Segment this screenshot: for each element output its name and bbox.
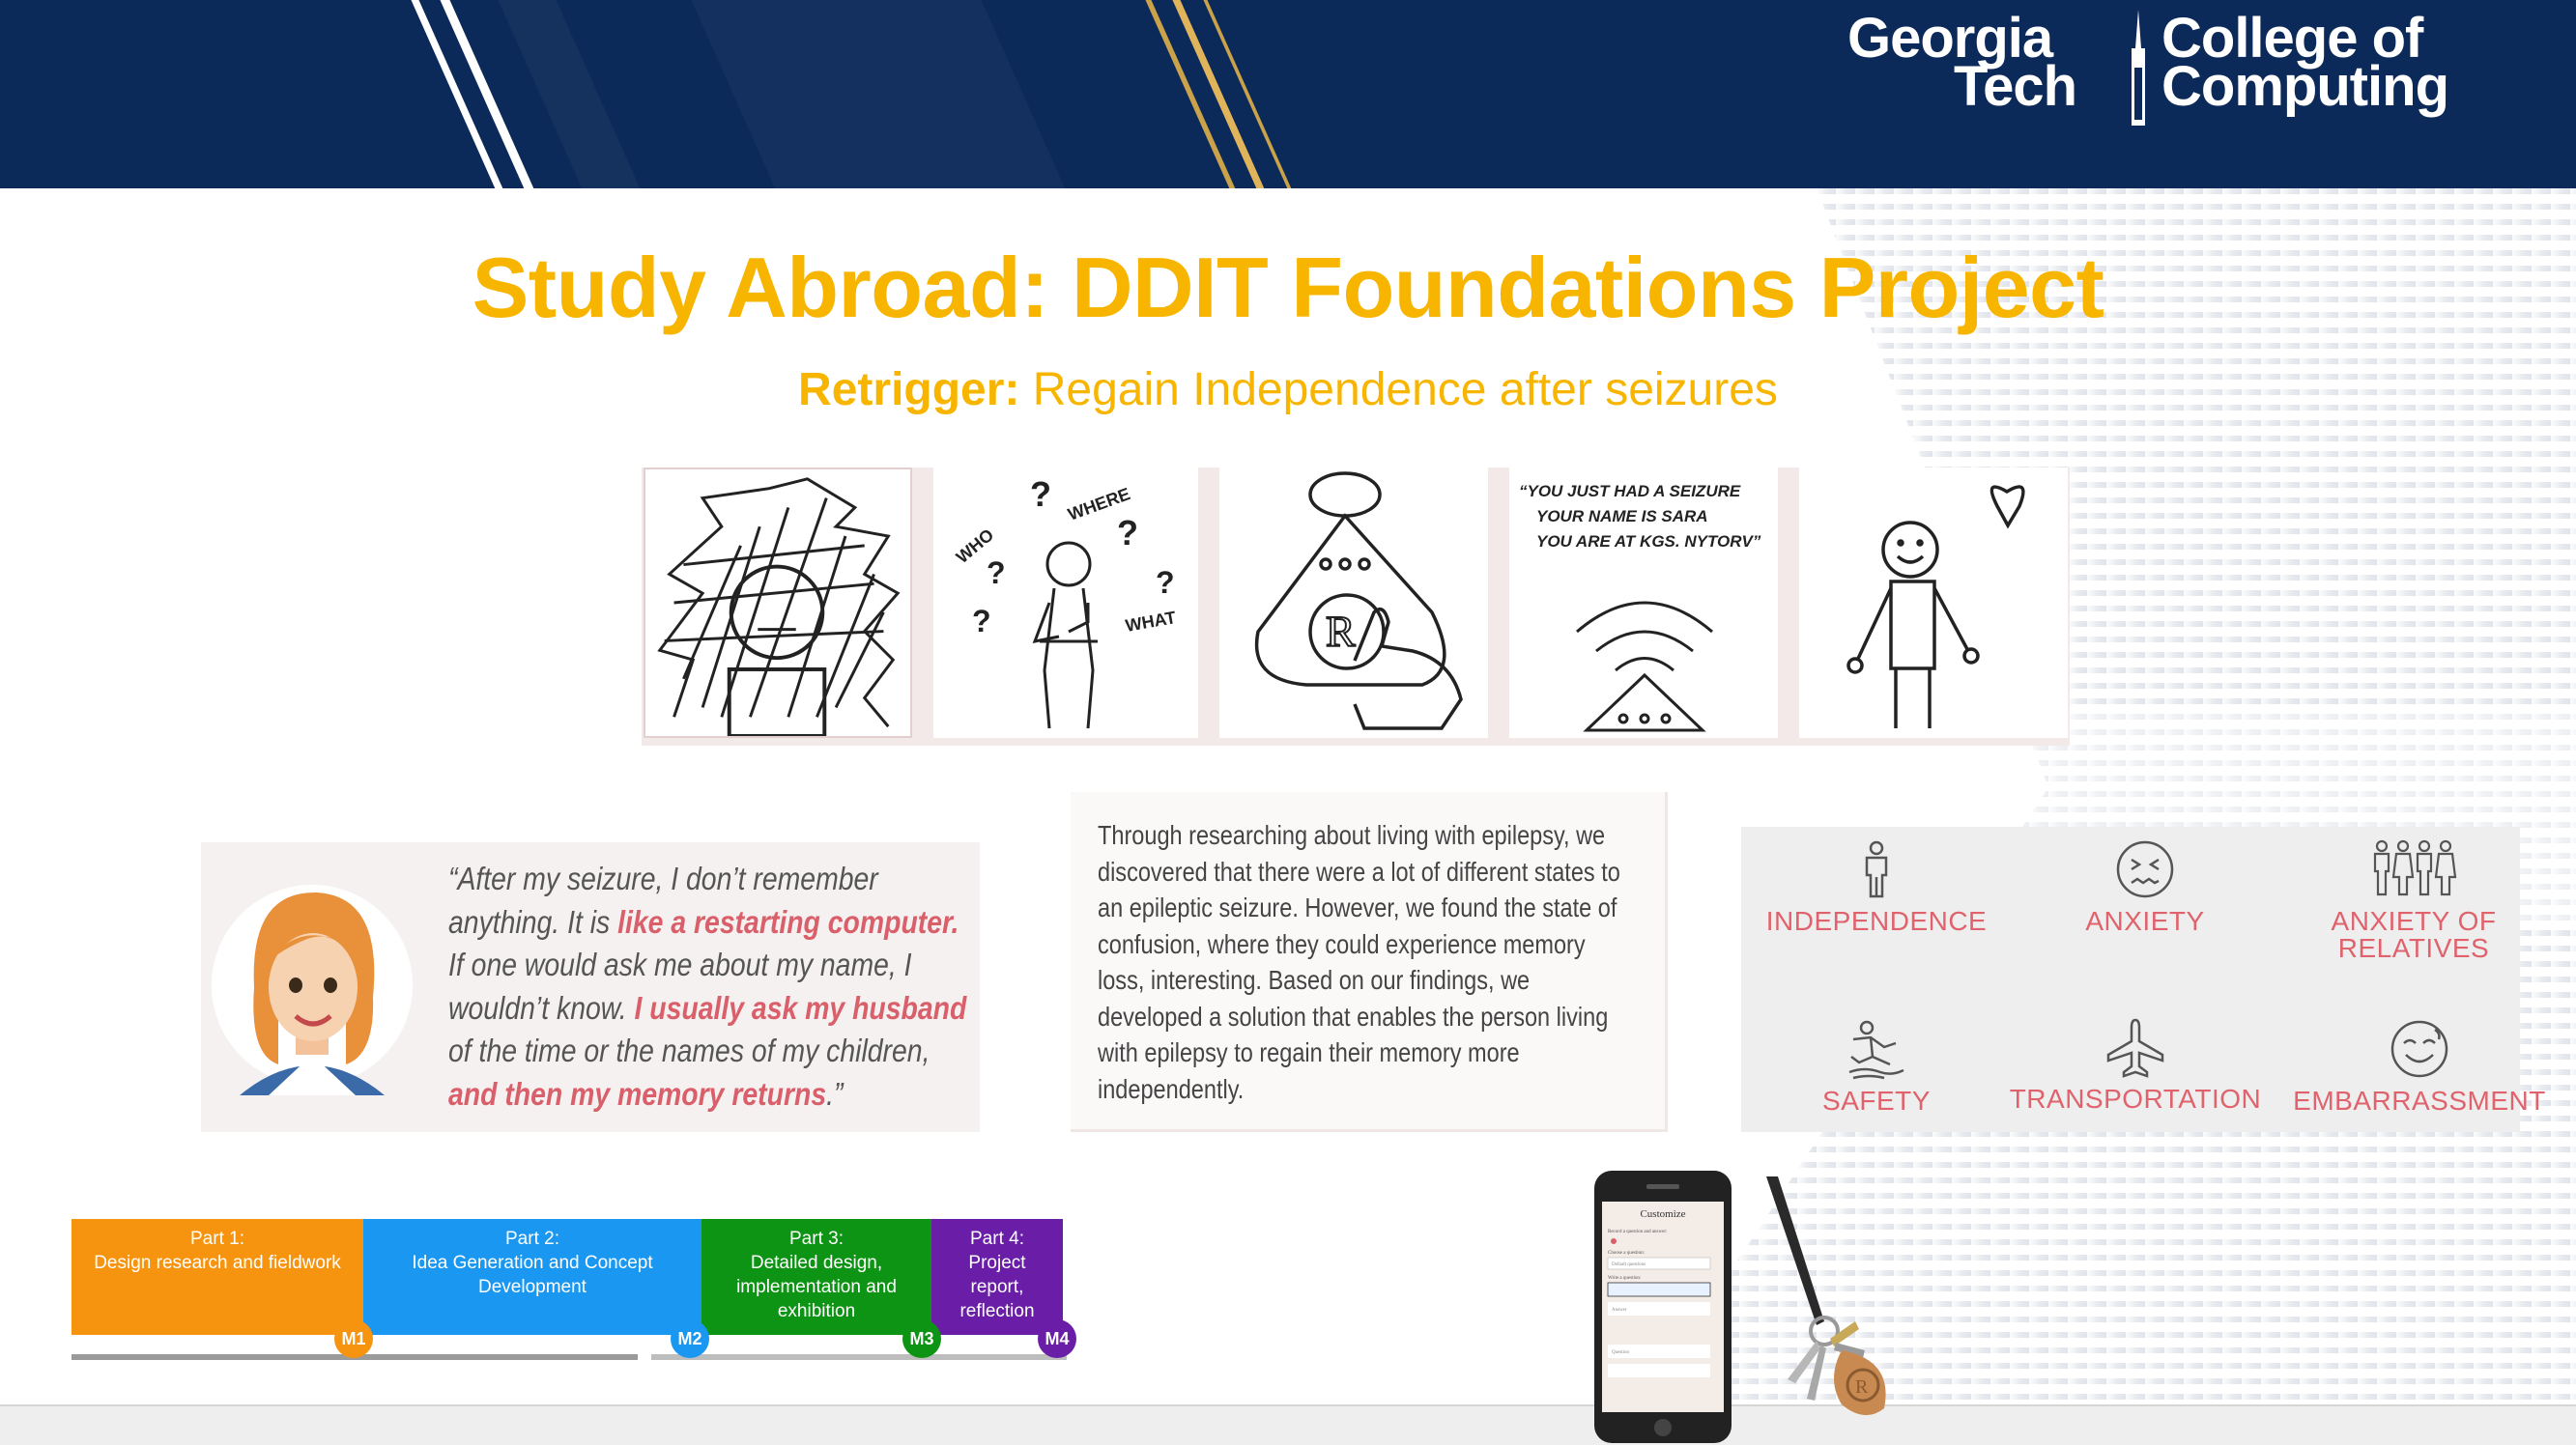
milestone-m1: M1 <box>334 1319 373 1358</box>
keyfob-mark: R <box>1855 1376 1869 1398</box>
quote-text: “After my seizure, I don’t remember anything. It is <box>448 861 878 940</box>
phone-screen-field[interactable]: Answer <box>1612 1308 1627 1313</box>
word-where: WHERE <box>1065 484 1133 524</box>
part-title: Part 4: <box>970 1229 1024 1249</box>
happy-person-sketch-icon <box>1799 468 2068 738</box>
user-needs-card <box>1741 827 2546 1132</box>
page-subtitle <box>0 363 2576 416</box>
confused-person-sketch-icon <box>933 468 1198 738</box>
svg-text:?: ? <box>972 604 991 638</box>
person-slipping-icon <box>1846 1018 1907 1080</box>
word-who: WHO <box>952 524 998 568</box>
need-label: ANXIETY OF RELATIVES <box>2331 906 2497 963</box>
part-title: Part 2: <box>505 1229 559 1249</box>
quote-text: .” <box>826 1075 844 1112</box>
svg-text:?: ? <box>987 555 1006 590</box>
phone-screen-line: Record a question and answer: <box>1608 1230 1668 1234</box>
timeline-part-2 <box>363 1219 701 1335</box>
need-embarrassment <box>2284 1018 2555 1115</box>
svg-text:?: ? <box>1030 474 1051 514</box>
avatar <box>211 871 414 1095</box>
user-quote <box>448 858 970 1116</box>
storyboard-panel-keyfob-speaks <box>1509 468 1778 738</box>
quote-highlight: and then my memory returns <box>448 1075 827 1112</box>
need-label: TRANSPORTATION <box>2009 1084 2262 1114</box>
logo-tech: Tech <box>1954 55 2077 118</box>
storyboard-panel-happy <box>1799 468 2068 738</box>
research-summary-text: Through researching about living with epilepsy, we discovered that there were a lot of different states to an epileptic seizure. However, we found the state of confusion, where they could experience memory loss, interesting. Based on our findings, we developed a solution that enables the person living with epilepsy to regain their memory more independently. <box>1098 820 1620 1104</box>
need-label: SAFETY <box>1822 1086 1931 1116</box>
phone-screen-line: Write a question: <box>1608 1276 1642 1281</box>
logo-georgia: Georgia <box>1847 7 2053 70</box>
storyboard <box>642 468 2070 746</box>
need-anxiety-of-relatives <box>2278 838 2549 962</box>
speech-line-2: YOUR NAME IS SARA <box>1536 507 1708 525</box>
user-quote-card <box>201 842 980 1132</box>
project-timeline <box>72 1219 1076 1374</box>
phone-screen-select[interactable]: Default questions <box>1612 1262 1646 1267</box>
part-body: Project report, reflection <box>959 1253 1035 1321</box>
header-banner <box>0 0 2576 188</box>
need-label: INDEPENDENCE <box>1765 906 1988 936</box>
svg-text:?: ? <box>1156 565 1175 600</box>
embarrassed-face-icon <box>2389 1018 2450 1080</box>
need-label: EMBARRASSMENT <box>2293 1086 2546 1116</box>
need-anxiety <box>2010 838 2280 935</box>
phone-screen-title: Customize <box>1640 1208 1686 1220</box>
person-standing-icon <box>1846 838 1907 900</box>
page-title: Study Abroad: DDIT Foundations Project <box>472 240 2104 335</box>
milestone-m4: M4 <box>1038 1319 1076 1358</box>
keyfob-with-keys <box>1749 1176 1894 1418</box>
part-body: Detailed design, implementation and exhibition <box>736 1253 897 1321</box>
timeline-part-3 <box>701 1219 931 1335</box>
quote-highlight: like a restarting computer. <box>617 903 959 940</box>
part-title: Part 1: <box>190 1229 244 1249</box>
quote-text: of the time or the names of my children, <box>448 1033 930 1068</box>
anxious-face-icon <box>2114 838 2176 900</box>
logo-computing: Computing <box>2161 55 2449 118</box>
quote-text: If one would ask me about my name, I wouldn’t know. <box>448 947 912 1026</box>
word-what: WHAT <box>1124 608 1178 636</box>
svg-text:?: ? <box>1117 513 1138 552</box>
phone-app-mockup <box>1592 1169 1733 1445</box>
timeline-track <box>651 1354 1067 1360</box>
part-body: Idea Generation and Concept Development <box>412 1253 653 1297</box>
hand-pressing-keyfob-icon <box>1219 468 1488 738</box>
storyboard-panel-seizure <box>644 468 912 738</box>
airplane-icon <box>2104 1016 2166 1078</box>
banner-stripe <box>683 0 1076 188</box>
timeline-part-1 <box>72 1219 363 1335</box>
storyboard-panel-confused <box>933 468 1198 738</box>
subtitle-tagline: Regain Independence after seizures <box>1019 364 1778 415</box>
speech-line-1: “YOU JUST HAD A SEIZURE <box>1519 482 1741 500</box>
timeline-part-4 <box>931 1219 1063 1335</box>
part-body: Design research and fieldwork <box>94 1253 341 1273</box>
keyfob-speaking-sketch-icon <box>1509 468 1778 738</box>
subtitle-project-name: Retrigger: <box>798 364 1020 415</box>
milestone-m2: M2 <box>671 1319 709 1358</box>
tech-tower-icon <box>2126 10 2151 126</box>
speech-line-3: YOU ARE AT KGS. NYTORV” <box>1536 532 1761 551</box>
need-label: ANXIETY <box>2085 906 2205 936</box>
need-safety <box>1741 1018 2012 1115</box>
research-summary-card <box>1071 792 1668 1132</box>
quote-highlight: I usually ask my husband <box>634 989 967 1026</box>
need-independence <box>1741 838 2012 935</box>
georgia-tech-logo <box>1847 7 2495 126</box>
svg-text:R: R <box>1326 607 1356 656</box>
milestone-m3: M3 <box>902 1319 941 1358</box>
bottom-bar <box>0 1404 2576 1445</box>
family-icon <box>2370 838 2457 900</box>
logo-college-of: College of <box>2161 7 2423 70</box>
storyboard-panel-press-button <box>1219 468 1488 738</box>
part-title: Part 3: <box>789 1229 844 1249</box>
seizure-sketch-icon <box>645 469 910 736</box>
phone-screen-line: Choose a question: <box>1608 1251 1646 1256</box>
need-transportation <box>2000 1016 2271 1113</box>
phone-screen-field[interactable]: Question <box>1612 1350 1630 1355</box>
